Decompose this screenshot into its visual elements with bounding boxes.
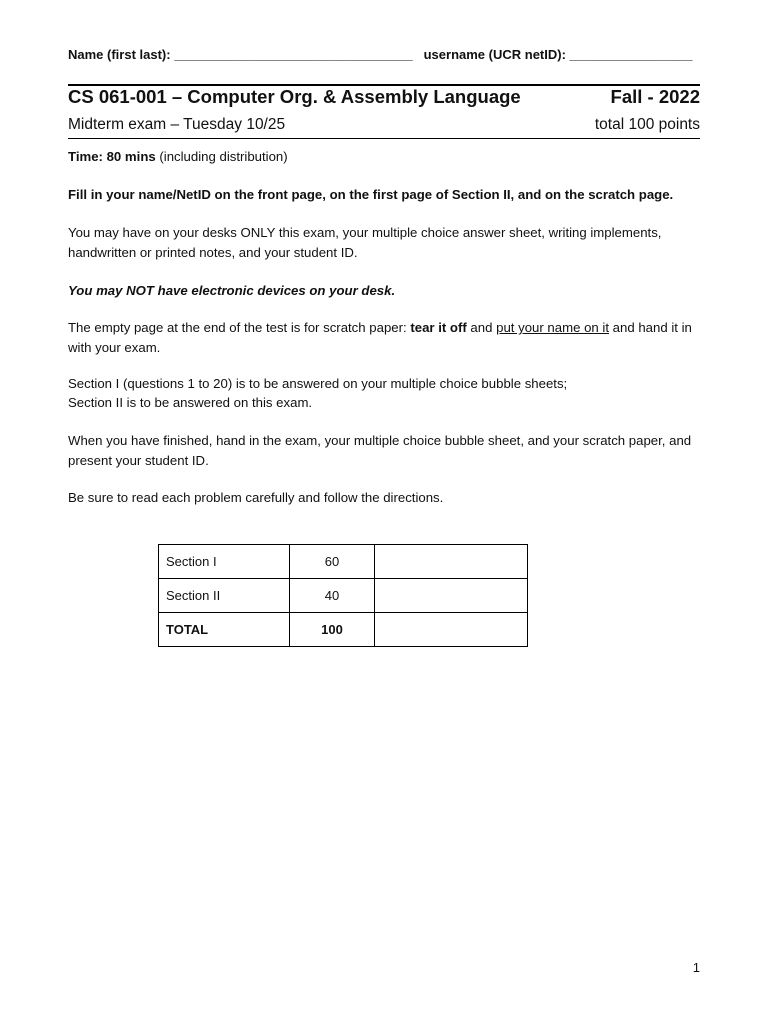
total-points-cell: 100 <box>290 613 375 647</box>
fill-in-instruction: Fill in your name/NetID on the front page, on the first page of Section II, and on the scratch page. <box>68 187 674 202</box>
table-row <box>159 579 528 613</box>
total-points: total 100 points <box>594 116 700 133</box>
scratch-text-1: The empty page at the end of the test is for scratch paper: <box>68 320 411 335</box>
table-row <box>159 545 528 579</box>
total-cell: TOTAL <box>159 613 290 647</box>
score-cell[interactable] <box>375 545 528 579</box>
time-note: (including distribution) <box>155 149 288 164</box>
points-cell: 60 <box>290 545 375 579</box>
total-score-cell[interactable] <box>375 613 528 647</box>
desk-items-instruction: You may have on your desks ONLY this exam, your multiple choice answer sheet, writing implements, handwritten or printed notes, and your student ID. <box>68 225 662 260</box>
exam-date: Midterm exam – Tuesday 10/25 <box>68 116 286 133</box>
section-2-instruction: Section II is to be answered on this exam. <box>68 395 313 410</box>
time-label: Time: 80 mins <box>68 149 156 164</box>
score-cell[interactable] <box>375 579 528 613</box>
subtitle-row <box>68 116 700 138</box>
page-number: 1 <box>692 960 700 975</box>
points-cell: 40 <box>290 579 375 613</box>
section-cell: Section II <box>159 579 290 613</box>
course-title: CS 061-001 – Computer Org. & Assembly Language <box>68 86 521 107</box>
scratch-tear-off: tear it off <box>410 320 467 335</box>
title-bottom-rule <box>68 138 700 139</box>
scratch-paper-instruction <box>68 318 702 357</box>
section-1-instruction: Section I (questions 1 to 20) is to be answered on your multiple choice bubble sheets; <box>68 376 568 391</box>
section-cell: Section I <box>159 545 290 579</box>
scratch-text-and: and <box>466 320 497 335</box>
table-row <box>159 613 528 647</box>
term-label: Fall - 2022 <box>610 86 700 107</box>
no-devices-instruction: You may NOT have electronic devices on your desk. <box>68 283 396 298</box>
scratch-put-name: put your name on it <box>496 320 610 335</box>
read-carefully-instruction: Be sure to read each problem carefully and follow the directions. <box>68 490 444 505</box>
scratch-text-2: and hand it in with your exam. <box>68 320 692 355</box>
score-table <box>158 544 528 647</box>
name-netid-line: Name (first last): _________________________________ username (UCR netID): _________________ <box>68 47 693 62</box>
finished-instruction: When you have finished, hand in the exam, your multiple choice bubble sheet, and your scratch paper, and present your student ID. <box>68 433 692 468</box>
title-row <box>68 86 700 112</box>
time-line <box>68 147 702 167</box>
